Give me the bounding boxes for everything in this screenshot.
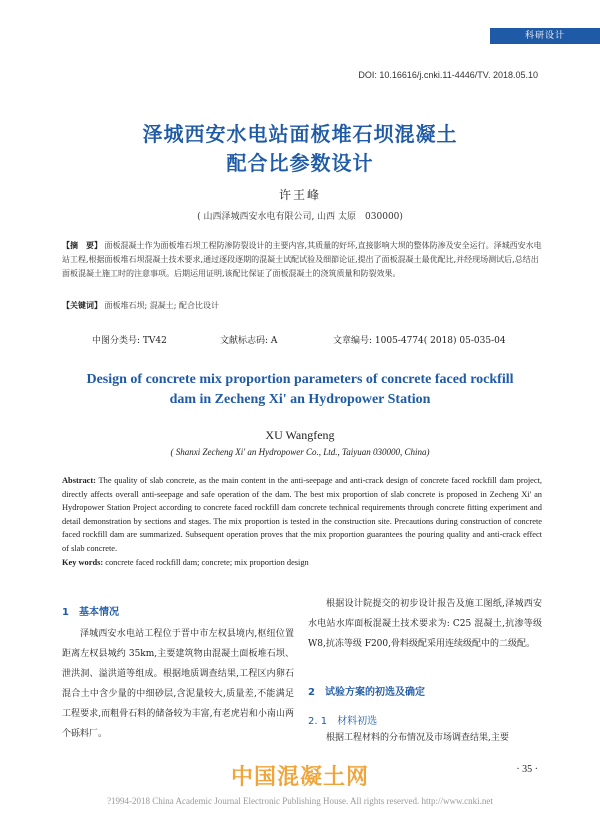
watermark-logo: 中国混凝土网 xyxy=(230,765,369,790)
section-1-paragraph: 泽城西安水电站工程位于晋中市左权县境内,枢纽位置距离左权县城约 35km,主要建筑物由混凝土面板堆石坝、泄洪洞、溢洪道等组成。根据地质调查结果,工程区内卵石混合土中含少量的中细砂层,含泥量较大,质量差,不能满足工程要求,而粗骨石料的储备较为丰富,有老虎岩和小南山两个砾料厂。 xyxy=(62,629,294,739)
chinese-abstract xyxy=(62,238,542,281)
chinese-keywords-text: 面板堆石坝; 混凝土; 配合比设计 xyxy=(104,301,220,310)
doi: DOI: 10.16616/j.cnki.11-4446/TV. 2018.05.10 xyxy=(358,70,538,80)
article-number: 文章编号: 1005-4774( 2018) 05-035-04 xyxy=(333,336,506,346)
page-number: · 35 · xyxy=(516,764,538,775)
chinese-author: 许王峰 xyxy=(278,188,321,202)
english-title-line-2: dam in Zecheng Xi' an Hydropower Station xyxy=(169,392,431,407)
section-2-title: 2 试验方案的初选及确定 xyxy=(308,687,425,698)
section-2-1-paragraph: 根据工程材料的分布情况及市场调查结果,主要 xyxy=(326,733,509,743)
section-2-1-title: 2. 1 材料初选 xyxy=(308,716,378,727)
chinese-title-line-2: 配合比参数设计 xyxy=(226,151,374,175)
chinese-affiliation: ( 山西泽城西安水电有限公司, 山西 太原 030000) xyxy=(197,212,403,222)
section-1-title: 1 基本情况 xyxy=(62,607,119,618)
english-abstract-text: The quality of slab concrete, as the main content in the anti-seepage and anti-crack design of concrete faced rockfill dam project, directly affects overall anti-seepage and safe operation of the dam. The best mix proportion of slab concrete is proposed in Zecheng Xi' an Hydropower Station Project according to concrete faced rockfill dam concrete technical requirements through concrete fitting experiment and detail demonstration by sections and stages. The mix proportion is tested in the construction site. Precautions during construction of concrete faced rockfill dam are summarized. Subsequent operation proves that the mix proportion guarantees the pouring quality and anti-crack effect of slab concrete. xyxy=(62,476,542,553)
english-title-line-1: Design of concrete mix proportion parameters of concrete faced rockfill xyxy=(86,372,514,387)
english-affiliation: ( Shanxi Zecheng Xi' an Hydropower Co., Ltd., Taiyuan 030000, China) xyxy=(170,447,430,457)
clc-number: 中图分类号: TV42 xyxy=(92,336,167,346)
document-code: 文献标志码: A xyxy=(220,336,278,346)
english-keywords-label: Key words: xyxy=(62,557,104,567)
chinese-abstract-label: 【摘 要】 xyxy=(62,240,102,250)
english-keywords-text: concrete faced rockfill dam; concrete; mix proportion design xyxy=(105,557,309,567)
right-column-paragraph: 根据设计院提交的初步设计报告及施工图纸,泽城西安水电站水库面板混凝土技术要求为: C25 混凝土,抗渗等级 W8,抗冻等级 F200,骨料级配采用连续级配中的二级配。 xyxy=(308,599,542,649)
english-abstract-label: Abstract: xyxy=(62,476,96,485)
english-author: XU Wangfeng xyxy=(265,428,335,442)
english-abstract xyxy=(62,474,542,569)
section-tag: 科研设计 xyxy=(490,28,600,44)
chinese-abstract-text: 面板混凝土作为面板堆石坝工程防渗防裂设计的主要内容,其质量的好坏,直接影响大坝的整体防渗及安全运行。泽城西安水电站工程,根据面板堆石坝混凝土技术要求,通过逐段逐期的混凝土试配试验及细節论证,提出了面板混凝土最优配比,并经现场测试后,总结出面板混凝土施工时的注意事项。后期运用证明,该配比保证了面板混凝土的浇筑质量和防裂效果。 xyxy=(62,241,542,278)
chinese-title-line-1: 泽城西安水电站面板堆石坝混凝土 xyxy=(142,122,458,146)
chinese-keywords-label: 【关键词】 xyxy=(62,300,102,310)
copyright-line: ?1994-2018 China Academic Journal Electronic Publishing House. All rights reserved. http://www.cnki.net xyxy=(107,796,493,806)
chinese-keywords xyxy=(62,298,542,313)
